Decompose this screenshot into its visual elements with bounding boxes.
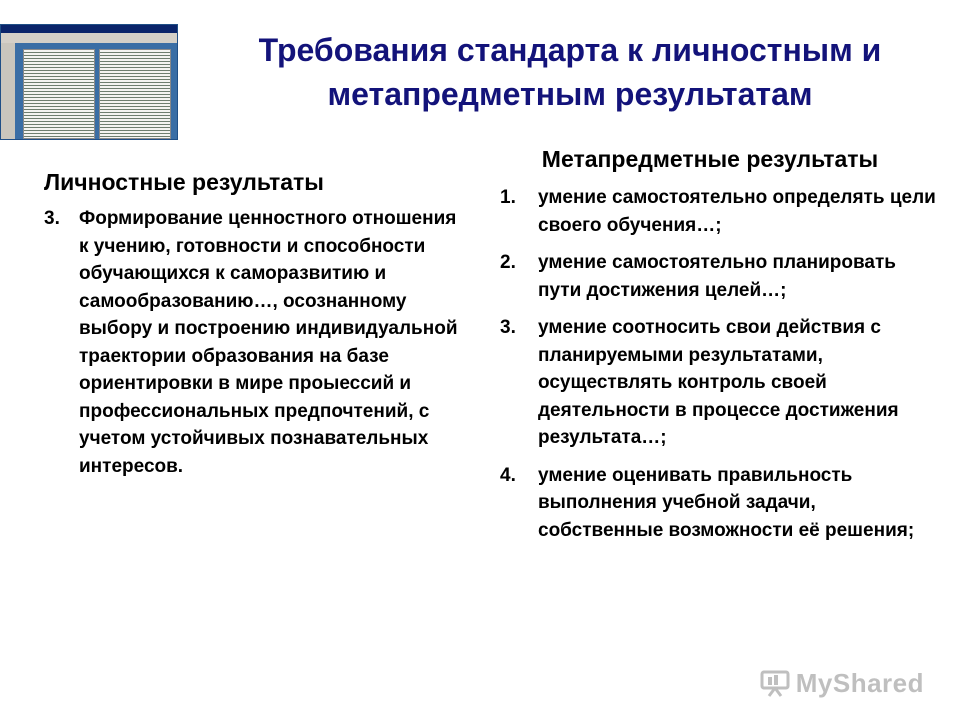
list-item-number: 1. <box>500 187 516 208</box>
watermark <box>760 668 924 698</box>
list-item <box>44 205 464 480</box>
metasubject-results-heading: Метапредметные результаты <box>541 146 879 172</box>
slide-title <box>190 28 950 116</box>
presentation-board-icon <box>760 669 790 697</box>
list-item-number: 2. <box>500 252 516 273</box>
personal-results-column <box>44 167 464 490</box>
list-item-number: 4. <box>500 464 516 486</box>
list-item-number: 3. <box>500 317 516 338</box>
list-item-text: умение оценивать правильность выполнения учебной задачи, собственные возможности её решения; <box>538 464 915 541</box>
metasubject-results-column <box>500 144 940 554</box>
list-item-text: умение самостоятельно планировать пути достижения целей…; <box>538 252 896 301</box>
slide-title-line-2: метапредметным результатам <box>327 76 813 112</box>
list-item-text: умение самостоятельно определять цели своего обучения…; <box>538 187 936 236</box>
list-item <box>500 462 940 545</box>
slide-title-line-1: Требования стандарта к личностным и <box>258 32 882 68</box>
list-item-number: 3. <box>44 208 60 229</box>
list-item <box>500 314 940 452</box>
list-item-text: Формирование ценностного отношения к учению, готовности и способности обучающихся к саморазвитию и самообразованию…, осознанному выбору и построению индивидуальной траектории образования на базе ориентировки в мире проыессий и профессиональных предпочтений, с учетом устойчивых познавательных интересов. <box>79 208 458 477</box>
watermark-text: MyShared <box>795 667 924 698</box>
list-item-text: умение соотносить свои действия с планируемыми результатами, осуществлять контроль своей деятельности в процессе достижения результата…; <box>538 317 899 448</box>
personal-results-heading: Личностные результаты <box>44 169 324 195</box>
list-item <box>500 184 940 239</box>
document-thumbnail-image <box>0 24 178 140</box>
list-item <box>500 249 940 304</box>
